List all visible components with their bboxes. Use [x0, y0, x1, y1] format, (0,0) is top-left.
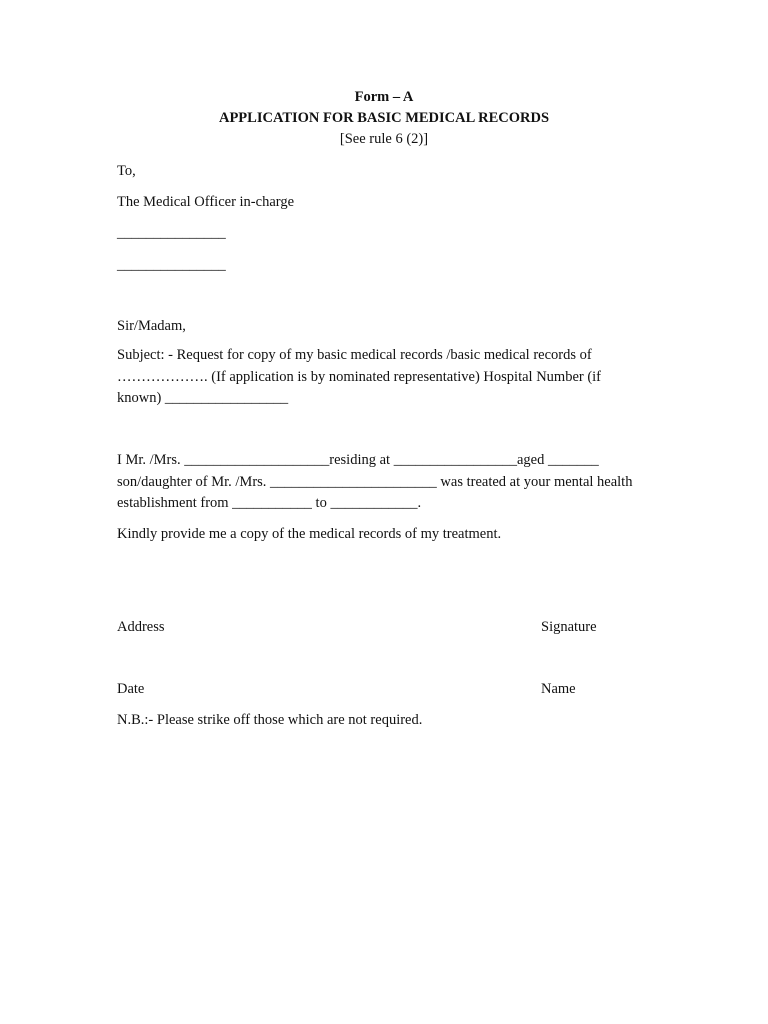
address-blank-line-2: _______________: [117, 257, 226, 273]
signature-label: Signature: [541, 619, 597, 635]
address-blank-line-1: _______________: [117, 225, 226, 241]
subject-paragraph: Subject: - Request for copy of my basic medical records /basic medical records of ………………. (If application is by nominated representative) Hospital Number (if known) _________________: [117, 347, 602, 406]
strike-off-note: N.B.:- Please strike off those which are not required.: [117, 712, 423, 728]
medical-officer-line: The Medical Officer in-charge: [117, 194, 295, 210]
salutation: Sir/Madam,: [117, 318, 186, 334]
form-label: Form – A: [354, 89, 414, 105]
name-label: Name: [541, 681, 576, 697]
statement-paragraph: I Mr. /Mrs. ____________________residing at _________________aged _______ son/daughter of Mr. /Mrs. _______________________ was treated at your mental health establishment from ___________ to ____________.: [117, 452, 633, 511]
to-line: To,: [117, 163, 136, 179]
date-label: Date: [117, 681, 145, 697]
request-line: Kindly provide me a copy of the medical records of my treatment.: [117, 526, 502, 542]
form-title: APPLICATION FOR BASIC MEDICAL RECORDS: [218, 110, 550, 126]
address-label: Address: [117, 619, 165, 635]
rule-reference: [See rule 6 (2)]: [339, 131, 429, 147]
